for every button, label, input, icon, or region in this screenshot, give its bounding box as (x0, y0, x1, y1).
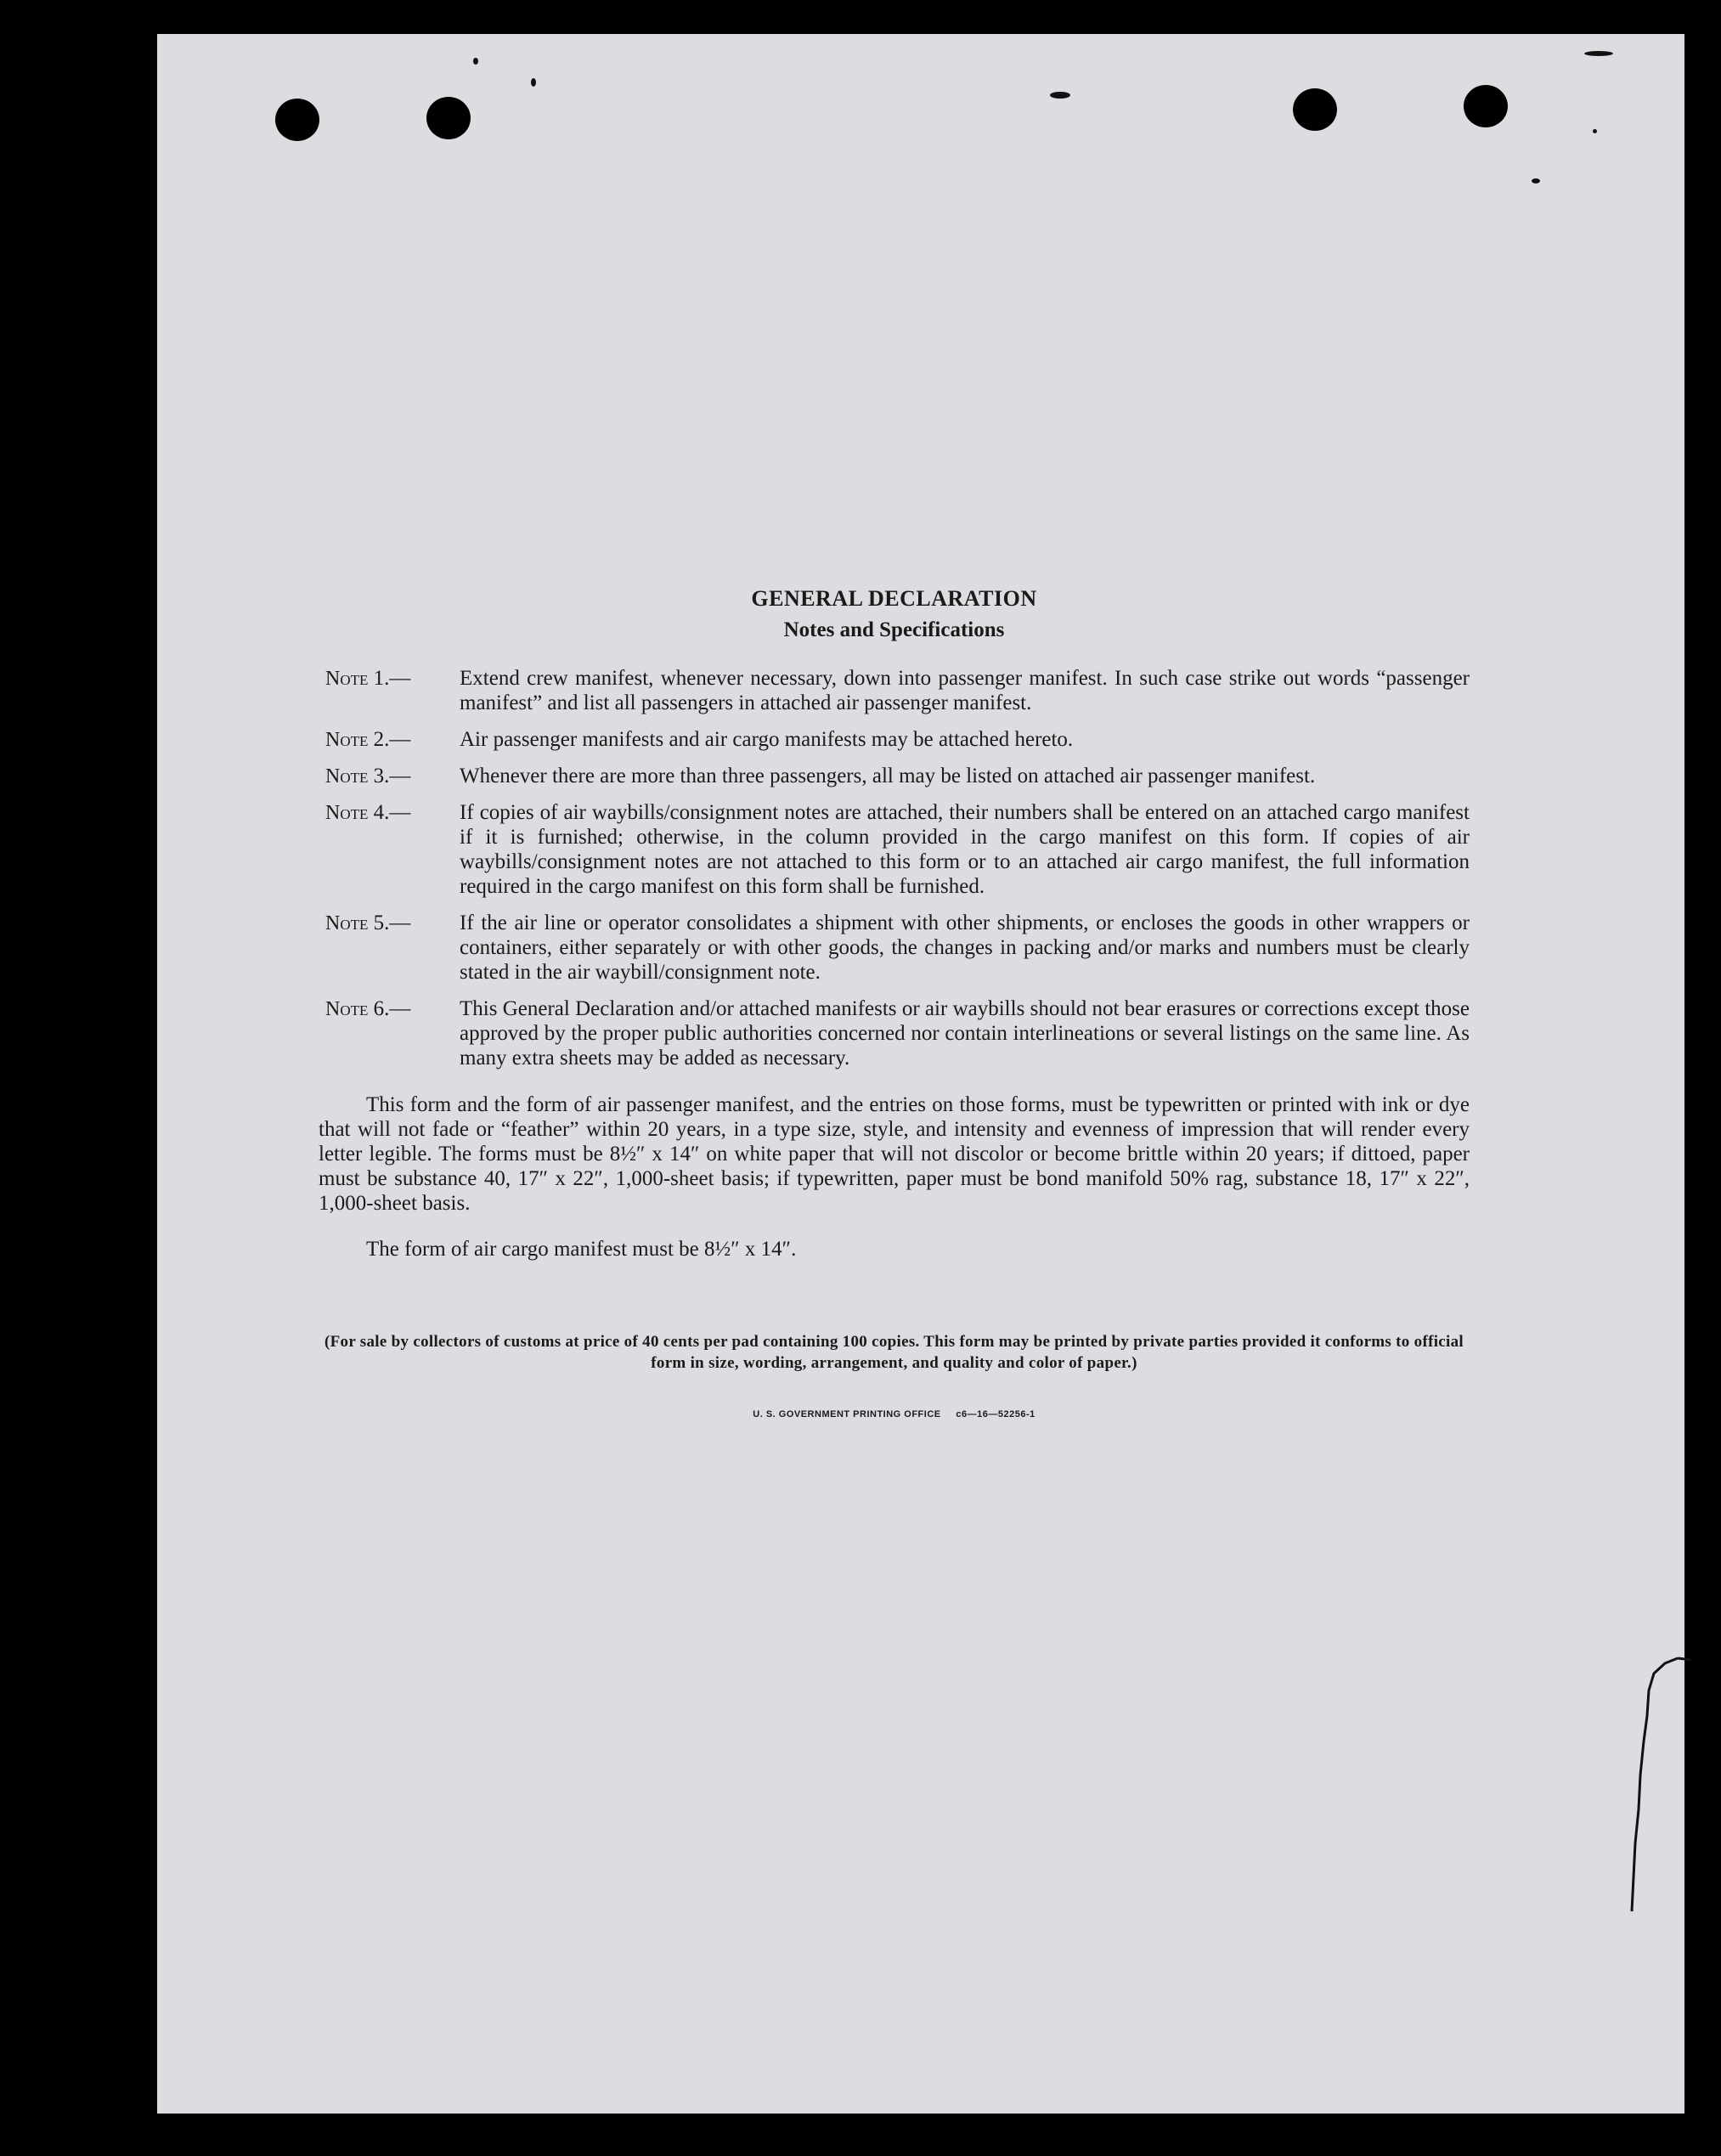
note-text: Air passenger manifests and air cargo manifests may be attached hereto. (460, 728, 1074, 751)
note-text: If copies of air waybills/consignment notes are attached, their numbers shall be entered on an attached cargo manifest if it is furnished; otherwise, in the column provided in the cargo manifest on this form. If copies of air waybills/consignment notes are not attached to this form or to an attached air cargo manifest, the full information required in the cargo manifest on this form shall be furnished. (460, 801, 1470, 898)
note-text: Whenever there are more than three passengers, all may be listed on attached air passenger manifest. (460, 765, 1316, 787)
punch-hole-2 (426, 97, 471, 139)
note-text: Extend crew manifest, whenever necessary, down into passenger manifest. In such case strike out words “passenger manifest” and list all passengers in attached air passenger manifest. (460, 667, 1470, 714)
note-number: 3.— (373, 765, 411, 787)
note-6 (319, 996, 1470, 1070)
punch-hole-3 (1293, 88, 1337, 131)
note-label: Note (325, 998, 369, 1020)
note-1 (319, 666, 1470, 715)
note-label: Note (325, 912, 369, 934)
punch-hole-4 (1464, 85, 1508, 127)
note-label: Note (325, 668, 369, 690)
speck (1532, 178, 1540, 183)
note-number: 2.— (373, 728, 411, 751)
speck (1593, 129, 1597, 133)
page-subtitle: Notes and Specifications (783, 618, 1005, 641)
note-label: Note (325, 802, 369, 824)
note-number: 1.— (373, 667, 411, 690)
speck (531, 78, 536, 87)
note-text: If the air line or operator consolidates a shipment with other shipments, or encloses the goods in other wrappers or containers, either separately or with other goods, the changes in packing and/or marks and numbers must be clearly stated in the air waybill/consignment note. (460, 912, 1470, 984)
note-number: 5.— (373, 912, 411, 934)
sale-notice: (For sale by collectors of customs at price of 40 cents per pad containing 100 copies. This form may be printed by private parties provided it conforms to official form in size, wording, arrangement, and quality and color of paper.) (324, 1333, 1464, 1372)
page-title: GENERAL DECLARATION (751, 586, 1037, 611)
note-label: Note (325, 765, 369, 787)
note-number: 6.— (373, 997, 411, 1020)
cargo-manifest-size-paragraph: The form of air cargo manifest must be 8½″ x 14″. (366, 1238, 797, 1261)
speck (1050, 92, 1070, 99)
declaration-notes (319, 586, 1470, 1419)
note-2 (319, 727, 1470, 752)
speck (1584, 51, 1613, 56)
note-3 (319, 764, 1470, 788)
paper-tear-mark (1618, 1657, 1703, 1928)
note-number: 4.— (373, 801, 411, 824)
punch-hole-1 (275, 99, 319, 141)
note-5 (319, 911, 1470, 985)
form-specification-paragraph: This form and the form of air passenger manifest, and the entries on those forms, must be typewritten or printed with ink or dye that will not fade or “feather” within 20 years, in a type size, style, and intensity and evenness of impression that will render every letter legible. The forms must be 8½″ x 14″ on white paper that will not discolor or become brittle within 20 years; if dittoed, paper must be substance 40, 17″ x 22″, 1,000-sheet basis; if typewritten, paper must be bond manifold 50% rag, substance 18, 17″ x 22″, 1,000-sheet basis. (319, 1093, 1470, 1215)
speck (473, 58, 478, 65)
note-text: This General Declaration and/or attached manifests or air waybills should not bear erasures or corrections except those approved by the proper public authorities concerned nor contain interlineations or several listings on the same line. As many extra sheets may be added as necessary. (460, 997, 1470, 1070)
note-label: Note (325, 729, 369, 751)
note-4 (319, 800, 1470, 899)
printer-imprint: U. S. GOVERNMENT PRINTING OFFICE c6—16—52256-1 (753, 1409, 1035, 1419)
